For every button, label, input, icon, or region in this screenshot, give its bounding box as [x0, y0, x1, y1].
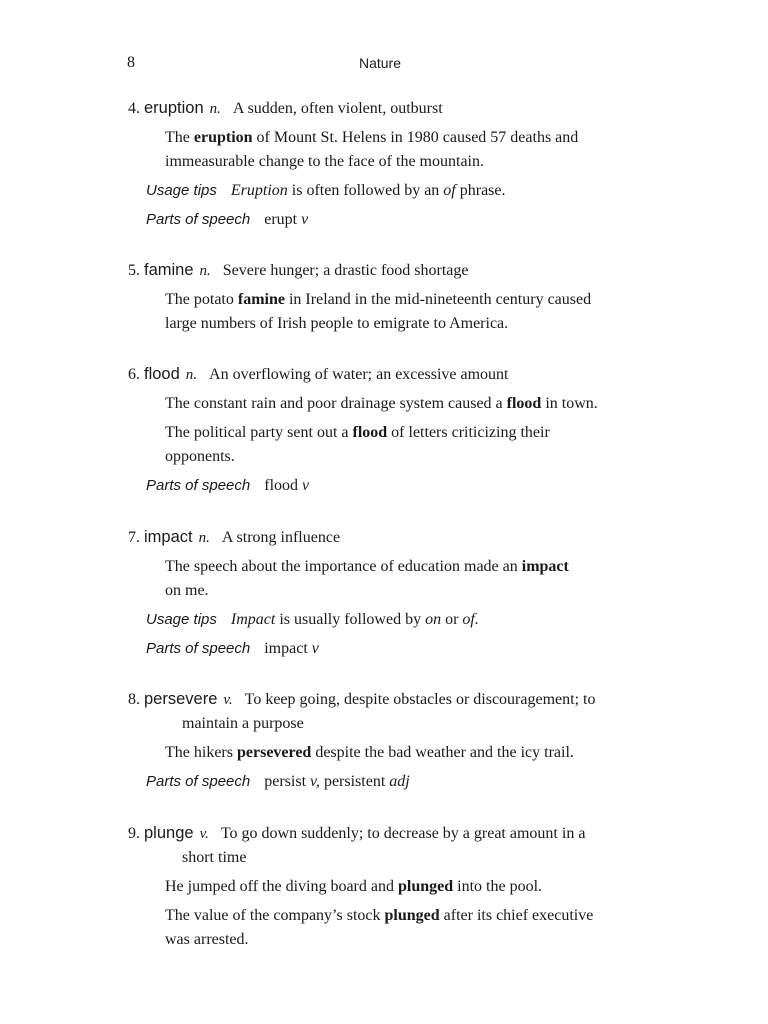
example-text: large numbers of Irish people to emigrate to America. — [165, 315, 509, 332]
headword: famine — [144, 261, 194, 279]
example-text: The value of the company’s stock — [165, 907, 385, 924]
definition-continuation: maintain a purpose — [182, 715, 304, 732]
usage-tips-label: Usage tips — [146, 182, 217, 199]
pos-italic: v, — [310, 773, 320, 790]
usage-italic: on — [425, 611, 442, 628]
parts-of-speech-label: Parts of speech — [146, 477, 251, 494]
pos-italic: adj — [389, 773, 410, 790]
pos-text: impact — [264, 640, 312, 657]
usage-text: or — [441, 611, 463, 628]
definition: A strong influence — [221, 529, 341, 546]
page-number: 8 — [127, 54, 135, 71]
entry-eruption — [128, 96, 633, 232]
example-sentence — [128, 126, 633, 174]
example-sentence — [128, 421, 633, 469]
example-keyword: flood — [506, 395, 542, 412]
usage-italic: Eruption — [230, 182, 288, 199]
headword: plunge — [144, 824, 194, 842]
example-text: in town. — [541, 395, 598, 412]
parts-of-speech — [128, 474, 633, 498]
example-text: was arrested. — [165, 931, 249, 948]
pos-italic: v — [311, 640, 319, 657]
headword: eruption — [144, 99, 204, 117]
part-of-speech: n. — [199, 263, 211, 279]
example-text: into the pool. — [453, 878, 543, 895]
entry-headline — [128, 362, 633, 387]
usage-italic: Impact — [230, 611, 276, 628]
pos-italic: v — [301, 211, 309, 228]
definition: Severe hunger; a drastic food shortage — [222, 262, 469, 279]
running-head: Nature — [358, 55, 402, 71]
entry-impact — [128, 525, 633, 661]
example-keyword: impact — [521, 558, 569, 575]
entry-headline — [128, 821, 633, 846]
usage-italic: of. — [462, 611, 479, 628]
entry-number: 8. — [128, 691, 140, 708]
example-text: of Mount St. Helens in 1980 caused 57 deaths and — [252, 129, 579, 146]
usage-text: is usually followed by — [275, 611, 426, 628]
example-keyword: flood — [352, 424, 388, 441]
example-sentence — [128, 904, 633, 952]
example-text: The political party sent out a — [165, 424, 353, 441]
example-text: The — [165, 129, 194, 146]
entry-number: 9. — [128, 825, 140, 842]
headword: persevere — [144, 690, 218, 708]
example-text: The hikers — [165, 744, 237, 761]
pos-text: persist — [264, 773, 311, 790]
usage-tips — [128, 179, 633, 203]
entry-persevere — [128, 687, 633, 794]
entry-flood — [128, 362, 633, 498]
definition: A sudden, often violent, outburst — [232, 100, 443, 117]
part-of-speech: v. — [223, 692, 233, 708]
definition: To go down suddenly; to decrease by a great amount in a — [220, 825, 586, 842]
parts-of-speech-label: Parts of speech — [146, 773, 251, 790]
example-text: The constant rain and poor drainage system caused a — [165, 395, 507, 412]
pos-text: flood — [264, 477, 303, 494]
usage-tips — [128, 608, 633, 632]
part-of-speech: n. — [185, 367, 198, 383]
definition-continuation: short time — [182, 849, 247, 866]
definition: To keep going, despite obstacles or discouragement; to — [244, 691, 596, 708]
part-of-speech: n. — [198, 530, 210, 546]
part-of-speech: v. — [199, 826, 209, 842]
usage-text: phrase. — [455, 182, 506, 199]
example-text: The speech about the importance of education made an — [165, 558, 522, 575]
entry-number: 4. — [128, 100, 140, 117]
part-of-speech: n. — [209, 101, 221, 117]
pos-text: persistent — [319, 773, 390, 790]
usage-text: is often followed by an — [287, 182, 444, 199]
entry-number: 7. — [128, 529, 140, 546]
entry-plunge — [128, 821, 633, 952]
example-text: after its chief executive — [439, 907, 594, 924]
parts-of-speech — [128, 770, 633, 794]
entry-headline — [128, 525, 633, 550]
usage-italic: of — [443, 182, 456, 199]
example-keyword: persevered — [236, 744, 312, 761]
entry-headline — [128, 96, 633, 121]
usage-tips-label: Usage tips — [146, 611, 217, 628]
parts-of-speech — [128, 637, 633, 661]
parts-of-speech-label: Parts of speech — [146, 640, 251, 657]
parts-of-speech-label: Parts of speech — [146, 211, 251, 228]
example-sentence — [128, 288, 633, 336]
example-keyword: plunged — [397, 878, 454, 895]
example-sentence — [128, 875, 633, 899]
headword: flood — [144, 365, 180, 383]
example-text: of letters criticizing their — [387, 424, 550, 441]
example-text: on me. — [165, 582, 209, 599]
example-sentence — [128, 392, 633, 416]
parts-of-speech — [128, 208, 633, 232]
example-keyword: eruption — [193, 129, 253, 146]
example-sentence — [128, 741, 633, 765]
entry-number: 5. — [128, 262, 140, 279]
example-text: in Ireland in the mid-nineteenth century caused — [284, 291, 592, 308]
example-text: immeasurable change to the face of the mountain. — [165, 153, 484, 170]
entry-famine — [128, 258, 633, 336]
entry-headline — [128, 258, 633, 283]
example-text: The potato — [165, 291, 238, 308]
example-text: despite the bad weather and the icy trail. — [311, 744, 574, 761]
definition: An overflowing of water; an excessive amount — [209, 366, 509, 383]
example-sentence — [128, 555, 633, 603]
example-text: He jumped off the diving board and — [165, 878, 398, 895]
example-text: opponents. — [165, 448, 235, 465]
pos-italic: v — [302, 477, 310, 494]
headword: impact — [144, 528, 193, 546]
entry-number: 6. — [128, 366, 140, 383]
pos-text: erupt — [264, 211, 302, 228]
example-keyword: plunged — [384, 907, 440, 924]
example-keyword: famine — [237, 291, 285, 308]
entry-headline — [128, 687, 633, 712]
